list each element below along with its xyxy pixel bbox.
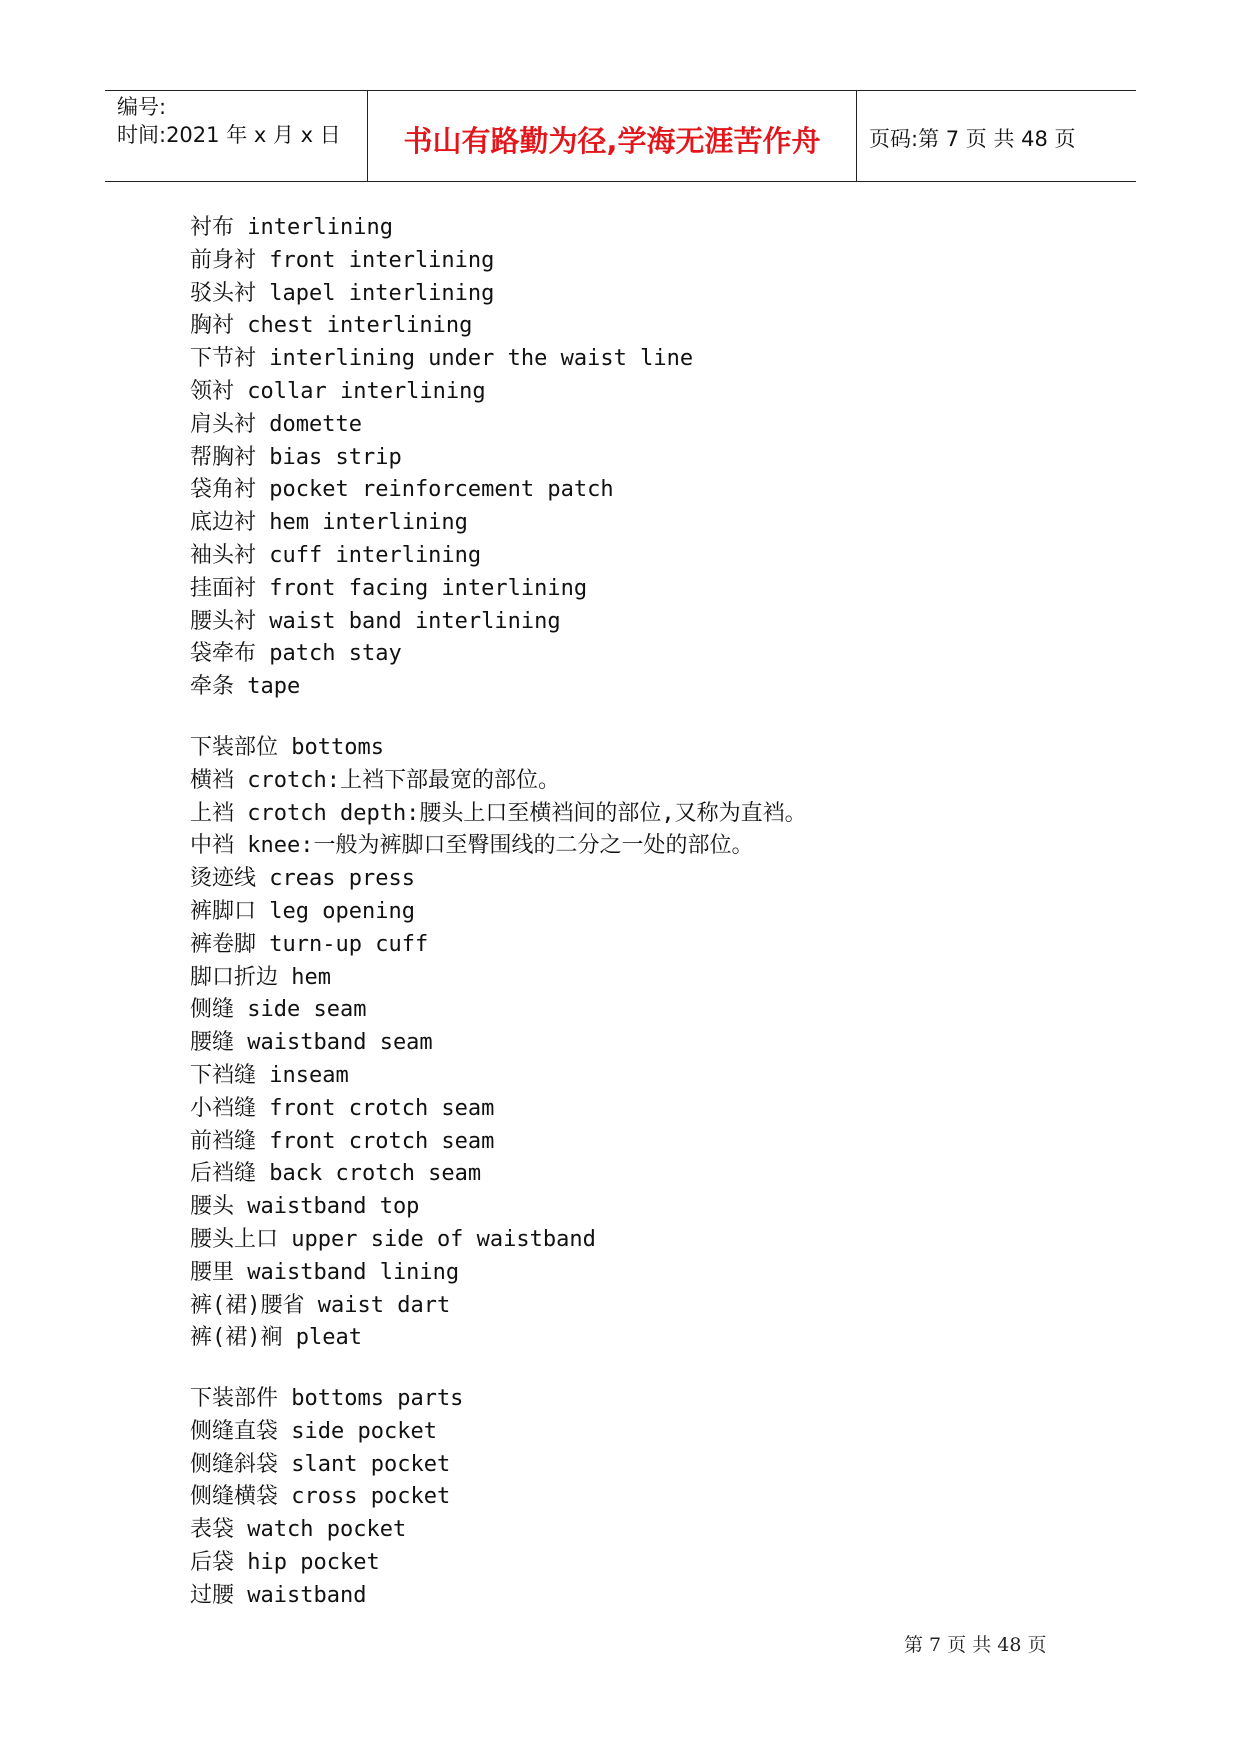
glossary-entry: 裤(裙)腰省 waist dart (190, 1292, 451, 1318)
glossary-entry: 裤卷脚 turn-up cuff (190, 931, 429, 957)
glossary-entry: 侧缝斜袋 slant pocket (190, 1451, 451, 1477)
glossary-entry: 袋牵布 patch stay (190, 641, 402, 667)
glossary-entry: 后袋 hip pocket (190, 1550, 380, 1576)
glossary-entry: 侧缝 side seam (190, 997, 367, 1023)
glossary-section-heading: 下装部件 bottoms parts (190, 1386, 464, 1412)
glossary-entry: 袖头衬 cuff interlining (190, 542, 482, 568)
glossary-section-heading: 下装部位 bottoms (190, 734, 384, 760)
glossary-entry: 脚口折边 hem (190, 964, 331, 990)
glossary-entry: 表袋 watch pocket (190, 1517, 407, 1543)
glossary-entry: 挂面衬 front facing interlining (190, 575, 588, 601)
glossary-entry: 裤(裙)裥 pleat (190, 1325, 362, 1351)
glossary-entry: 帮胸衬 bias strip (190, 444, 402, 470)
section-gap (190, 704, 1130, 732)
glossary-entry: 胸衬 chest interlining (190, 313, 473, 339)
glossary-entry: 腰头上口 upper side of waistband (190, 1226, 596, 1252)
glossary-entry: 腰里 waistband lining (190, 1259, 460, 1285)
document-date-label: 时间:2021 年 x 月 x 日 (117, 123, 341, 147)
glossary-entry: 下节衬 interlining under the waist line (190, 346, 694, 372)
glossary-section-bottoms (190, 732, 1130, 1355)
glossary-entry: 裤脚口 leg opening (190, 898, 415, 924)
glossary-entry: 肩头衬 domette (190, 411, 362, 437)
header-meta-cell (105, 91, 368, 181)
glossary-entry: 腰头衬 waist band interlining (190, 608, 561, 634)
glossary-entry: 驳头衬 lapel interlining (190, 280, 495, 306)
glossary-entry: 领衬 collar interlining (190, 378, 486, 404)
glossary-entry: 上裆 crotch depth:腰头上口至横裆间的部位,又称为直裆。 (190, 800, 807, 826)
header-page-cell (857, 91, 1136, 181)
glossary-entry: 侧缝横袋 cross pocket (190, 1484, 451, 1510)
section-gap (190, 1355, 1130, 1383)
header-page-info: 页码:第 7 页 共 48 页 (869, 127, 1076, 151)
glossary-entry: 过腰 waistband (190, 1582, 367, 1608)
glossary-section-bottoms-parts (190, 1383, 1130, 1613)
glossary-entry: 下裆缝 inseam (190, 1062, 349, 1088)
glossary-entry: 后裆缝 back crotch seam (190, 1161, 482, 1187)
glossary-entry: 中裆 knee:一般为裤脚口至臀围线的二分之一处的部位。 (190, 833, 754, 859)
glossary-entry: 腰缝 waistband seam (190, 1030, 433, 1056)
glossary-entry: 前裆缝 front crotch seam (190, 1128, 495, 1154)
header-motto-cell (368, 91, 857, 181)
glossary-entry: 侧缝直袋 side pocket (190, 1418, 437, 1444)
document-header (105, 90, 1136, 182)
glossary-section-interlining (190, 212, 1130, 704)
glossary-entry: 衬布 interlining (190, 215, 393, 240)
glossary-content (190, 212, 1130, 1613)
glossary-entry: 烫迹线 creas press (190, 866, 415, 892)
glossary-entry: 牵条 tape (190, 674, 301, 700)
glossary-entry: 横裆 crotch:上裆下部最宽的部位。 (190, 767, 560, 793)
document-number-label: 编号: (117, 95, 167, 119)
glossary-entry: 袋角衬 pocket reinforcement patch (190, 477, 614, 503)
page-footer: 第 7 页 共 48 页 (904, 1634, 1047, 1656)
glossary-entry: 底边衬 hem interlining (190, 510, 468, 536)
glossary-entry: 前身衬 front interlining (190, 247, 495, 273)
header-motto: 书山有路勤为径,学海无涯苦作舟 (403, 124, 821, 158)
glossary-entry: 腰头 waistband top (190, 1194, 420, 1220)
glossary-entry: 小裆缝 front crotch seam (190, 1095, 495, 1121)
